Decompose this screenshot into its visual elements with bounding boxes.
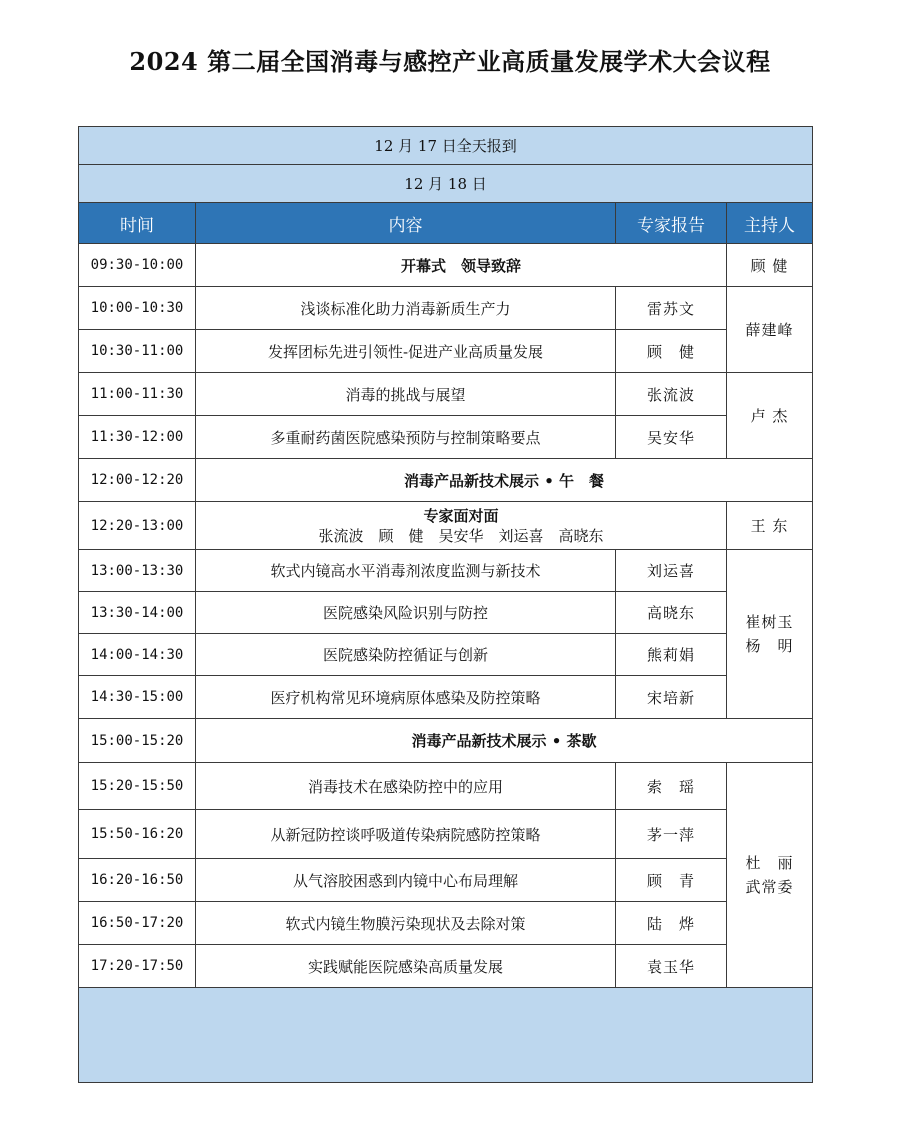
break-cell: 消毒产品新技术展示 • 茶歇	[196, 719, 813, 763]
footer-band	[79, 988, 813, 1083]
table-row	[79, 373, 813, 416]
table-row	[79, 634, 813, 676]
header-speaker: 专家报告	[616, 203, 727, 244]
speaker-cell: 袁玉华	[616, 945, 727, 988]
topic-cell: 软式内镜高水平消毒剂浓度监测与新技术	[196, 550, 616, 592]
header-host: 主持人	[727, 203, 813, 244]
time-cell: 15:50-16:20	[79, 810, 196, 859]
table-row	[79, 459, 813, 502]
topic-cell: 医院感染防控循证与创新	[196, 634, 616, 676]
speaker-cell: 雷苏文	[616, 287, 727, 330]
speaker-cell: 高晓东	[616, 592, 727, 634]
table-row	[79, 902, 813, 945]
host-name: 杜 丽	[745, 854, 794, 872]
topic-cell: 从气溶胶困惑到内镜中心布局理解	[196, 859, 616, 902]
speaker-cell: 吴安华	[616, 416, 727, 459]
topic-cell: 从新冠防控谈呼吸道传染病院感防控策略	[196, 810, 616, 859]
header-time: 时间	[79, 203, 196, 244]
host-cell: 薛建峰	[727, 287, 813, 373]
topic-cell: 软式内镜生物膜污染现状及去除对策	[196, 902, 616, 945]
host-cell	[727, 763, 813, 988]
time-cell: 12:20-13:00	[79, 502, 196, 550]
day-label: 12 月 18 日	[79, 165, 813, 203]
host-name: 武常委	[745, 878, 794, 896]
panel-names: 张流波 顾 健 吴安华 刘运喜 高晓东	[318, 526, 604, 545]
time-cell: 16:50-17:20	[79, 902, 196, 945]
host-cell	[727, 550, 813, 719]
host-name: 杨 明	[745, 637, 794, 655]
time-cell: 13:00-13:30	[79, 550, 196, 592]
topic-cell: 实践赋能医院感染高质量发展	[196, 945, 616, 988]
topic-cell: 开幕式 领导致辞	[196, 244, 727, 287]
time-cell: 14:30-15:00	[79, 676, 196, 719]
footer-cell	[79, 988, 813, 1083]
speaker-cell: 熊莉娟	[616, 634, 727, 676]
topic-cell: 医院感染风险识别与防控	[196, 592, 616, 634]
speaker-cell: 顾 健	[616, 330, 727, 373]
table-row	[79, 945, 813, 988]
host-cell: 顾 健	[727, 244, 813, 287]
table-row	[79, 416, 813, 459]
speaker-cell: 张流波	[616, 373, 727, 416]
topic-cell: 发挥团标先进引领性-促进产业高质量发展	[196, 330, 616, 373]
table-row	[79, 244, 813, 287]
time-cell: 14:00-14:30	[79, 634, 196, 676]
time-cell: 10:30-11:00	[79, 330, 196, 373]
table-row	[79, 287, 813, 330]
speaker-cell: 索 瑶	[616, 763, 727, 810]
host-cell: 卢 杰	[727, 373, 813, 459]
header-row	[79, 203, 813, 244]
table-row	[79, 763, 813, 810]
topic-cell: 医疗机构常见环境病原体感染及防控策略	[196, 676, 616, 719]
topic-cell: 消毒技术在感染防控中的应用	[196, 763, 616, 810]
panel-cell	[196, 502, 727, 550]
table-row	[79, 719, 813, 763]
registration-label: 12 月 17 日全天报到	[79, 127, 813, 165]
agenda-table	[78, 126, 813, 1083]
time-cell: 15:20-15:50	[79, 763, 196, 810]
day-row	[79, 165, 813, 203]
speaker-cell: 顾 青	[616, 859, 727, 902]
speaker-cell: 宋培新	[616, 676, 727, 719]
table-row	[79, 810, 813, 859]
table-row	[79, 502, 813, 550]
panel-title: 专家面对面	[423, 506, 499, 525]
host-cell: 王 东	[727, 502, 813, 550]
header-content: 内容	[196, 203, 616, 244]
time-cell: 16:20-16:50	[79, 859, 196, 902]
table-row	[79, 330, 813, 373]
page-title: 2024 第二届全国消毒与感控产业高质量发展学术大会议程	[129, 47, 771, 76]
topic-cell: 消毒的挑战与展望	[196, 373, 616, 416]
time-cell: 13:30-14:00	[79, 592, 196, 634]
host-name: 崔树玉	[745, 613, 794, 631]
speaker-cell: 刘运喜	[616, 550, 727, 592]
time-cell: 12:00-12:20	[79, 459, 196, 502]
table-row	[79, 676, 813, 719]
topic-cell: 多重耐药菌医院感染预防与控制策略要点	[196, 416, 616, 459]
speaker-cell: 陆 烨	[616, 902, 727, 945]
time-cell: 09:30-10:00	[79, 244, 196, 287]
table-row	[79, 592, 813, 634]
table-row	[79, 859, 813, 902]
registration-row	[79, 127, 813, 165]
break-cell: 消毒产品新技术展示 • 午 餐	[196, 459, 813, 502]
time-cell: 10:00-10:30	[79, 287, 196, 330]
time-cell: 15:00-15:20	[79, 719, 196, 763]
table-row	[79, 550, 813, 592]
time-cell: 11:30-12:00	[79, 416, 196, 459]
time-cell: 11:00-11:30	[79, 373, 196, 416]
speaker-cell: 茅一萍	[616, 810, 727, 859]
time-cell: 17:20-17:50	[79, 945, 196, 988]
topic-cell: 浅谈标准化助力消毒新质生产力	[196, 287, 616, 330]
